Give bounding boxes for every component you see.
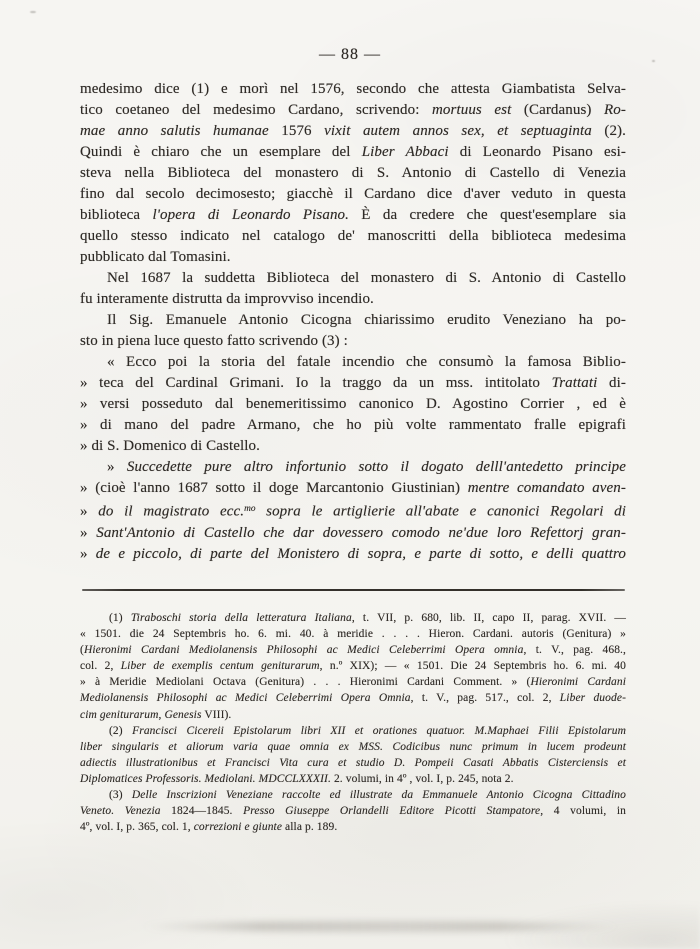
text-line xyxy=(80,268,626,289)
text-line xyxy=(80,803,626,819)
text-line xyxy=(80,723,626,739)
text-run: , 4 volumi, in xyxy=(540,805,626,818)
text-run: ( xyxy=(80,644,84,657)
text-run: fu interamente distrutta da improvviso incendio. xyxy=(80,291,374,307)
text-run: « Ecco poi la storia del fatale incendio che consumò la famosa Biblio- xyxy=(107,354,626,370)
text-run: liber singularis et aliorum varia quae omnia ex MSS. Codicibus nunc primum in lucem prodeunt xyxy=(80,740,626,753)
text-run: alla p. 189. xyxy=(282,821,338,834)
text-run: sto in piena luce questo fatto scrivendo (3) : xyxy=(80,333,348,349)
text-run: mortuus est xyxy=(432,102,512,118)
text-run: , n.º XIX); — « 1501. Die 24 Septembris ho. 6. mi. 40 xyxy=(319,660,626,673)
text-line xyxy=(80,352,626,373)
text-run: vixit autem annos sex, et septuaginta xyxy=(324,123,592,139)
text-run: » xyxy=(80,524,97,541)
text-run: Trattati xyxy=(551,375,598,391)
text-run: « 1501. die 24 Septembris ho. 6. mi. 40. à meridie . . . . Hieron. Cardani. autoris (Genitura) » xyxy=(80,628,626,641)
text-run: 4º, vol. I, p. 365, col. 1, xyxy=(80,821,194,834)
text-run: l'opera di Leonardo Pisano. xyxy=(152,207,349,223)
page-number: — 88 — xyxy=(319,46,381,63)
text-run: Genesis xyxy=(164,708,202,721)
text-line xyxy=(80,499,626,523)
text-run: di Leonardo Pisano esi- xyxy=(448,144,627,160)
text-run: Delle Inscrizioni Veneziane raccolte ed illustrate da Emmanuele Antonio Cicogna Cittadino xyxy=(131,789,626,802)
text-run: , t. VII, p. 680, lib. II, capo II, parag. XVII. — xyxy=(351,612,627,624)
text-line xyxy=(80,289,626,310)
text-line xyxy=(80,739,626,755)
footnote-separator-rule xyxy=(82,589,625,591)
text-run: cim geniturarum xyxy=(80,708,159,721)
scan-speck xyxy=(30,11,36,13)
text-run: » xyxy=(107,459,127,475)
text-line xyxy=(80,247,626,268)
text-run: fino dal secolo decimosesto; giacchè il Cardano dice d'aver veduto in questa xyxy=(80,186,626,202)
text-run: biblioteca xyxy=(80,207,153,223)
text-line xyxy=(80,415,626,436)
text-run: » teca del Cardinal Grimani. Io la traggo da un mss. intitolato xyxy=(80,375,552,391)
text-run: de e piccolo, di parte del Monistero di sopra, e parte di sotto, e delli quattro xyxy=(95,545,626,562)
text-run: tico coetaneo del medesimo Cardano, scrivendo: xyxy=(80,102,432,118)
text-line xyxy=(80,690,626,706)
footnotes xyxy=(80,610,626,835)
text-run: adiectis illustrationibus et Francisci Vita cura et studio D. Pompeii Casati Abbatis Cisterciensis et xyxy=(80,756,626,769)
text-run: mo xyxy=(244,504,256,514)
text-line xyxy=(80,394,626,415)
text-run: È da credere che quest'esemplare sia xyxy=(349,207,626,223)
text-line xyxy=(80,642,626,658)
text-line xyxy=(80,331,626,352)
text-run: col. 2, xyxy=(80,660,121,673)
text-line xyxy=(80,226,626,247)
text-run: Tiraboschi storia della letteratura Italiana xyxy=(130,612,352,624)
text-run: VIII). xyxy=(201,708,232,721)
text-line xyxy=(80,819,626,835)
text-run: Liber de exemplis centum geniturarum xyxy=(120,660,320,673)
text-run: Francisci Cicereii Epistolarum libri XII et orationes quatuor. M.Maphaei Filii Epistolarum xyxy=(132,724,626,737)
text-line xyxy=(80,674,626,690)
text-run: 2. volumi, in 4º , vol. I, p. 245, nota 2. xyxy=(330,772,514,785)
text-line xyxy=(80,523,626,544)
text-run: Liber Abbaci xyxy=(361,144,449,160)
body-text xyxy=(80,79,626,565)
text-run: » di S. Domenico di Castello. xyxy=(80,438,260,454)
text-run: sopra le artiglierie all'abate e canonici Regolari di xyxy=(255,503,626,520)
text-run: medesimo dice (1) e morì nel 1576, secondo che attesta Giambatista Selva- xyxy=(80,81,626,97)
text-run: Il Sig. Emanuele Antonio Cicogna chiarissimo erudito Veneziano ha po- xyxy=(107,312,626,328)
text-run: » xyxy=(80,503,99,520)
text-run: 1576 xyxy=(268,123,325,139)
text-line xyxy=(80,373,626,394)
text-run: Hieronimi Cardani xyxy=(530,676,626,689)
text-line xyxy=(80,771,626,787)
text-line xyxy=(80,610,626,626)
text-line xyxy=(80,787,626,803)
text-run: » xyxy=(80,545,96,562)
text-run: (3) xyxy=(109,789,132,802)
text-run: Diplomatices Professoris. Mediolani. MDCCLXXXII. xyxy=(80,772,331,785)
text-run: mentre comandato aven- xyxy=(467,480,627,496)
text-run: , t. V., pag. 517., col. 2, xyxy=(410,692,560,705)
text-line xyxy=(80,626,626,642)
text-line xyxy=(80,121,626,142)
text-run: (2) xyxy=(109,724,133,737)
text-run: (Cardanus) xyxy=(511,102,605,118)
text-run: Sant'Antonio di Castello che dar dovessero comodo ne'due loro Refettorj gran- xyxy=(96,524,626,541)
text-run: (1) xyxy=(109,612,131,624)
text-line xyxy=(80,310,626,331)
text-line xyxy=(80,436,626,457)
text-run: Ro- xyxy=(604,102,626,118)
text-line xyxy=(80,658,626,674)
text-line xyxy=(80,142,626,163)
text-line xyxy=(80,544,626,565)
text-run: di- xyxy=(597,375,626,391)
text-run: Hieronimi Cardani Mediolanensis Philosophi ac Medici Celeberrimi Opera omnia xyxy=(83,644,524,657)
text-line xyxy=(80,478,626,499)
text-run: » (cioè l'anno 1687 sotto il doge Marcantonio Giustinian) xyxy=(80,480,468,496)
text-run: Veneto. Venezia xyxy=(80,805,161,818)
text-line xyxy=(80,163,626,184)
text-run: do il magistrato ecc. xyxy=(98,503,245,520)
text-run: » à Meridie Mediolani Octava (Genitura) . . . Hieronimi Cardani Comment. » ( xyxy=(80,676,531,689)
text-run: 1824—1845. xyxy=(160,805,244,818)
text-run: quello stesso indicato nel catalogo de' manoscritti della biblioteca medesima xyxy=(80,228,626,244)
text-line xyxy=(80,184,626,205)
text-line xyxy=(80,100,626,121)
text-run: Mediolanensis Philosophi ac Medici Celeberrimi Opera Omnia xyxy=(80,692,411,705)
text-line xyxy=(80,755,626,771)
scan-corner-mottle xyxy=(500,900,700,949)
text-run: pubblicato dal Tomasini. xyxy=(80,249,231,265)
text-line xyxy=(80,79,626,100)
text-line xyxy=(80,707,626,723)
text-line xyxy=(80,205,626,226)
text-run: » versi posseduto dal benemeritissimo canonico D. Agostino Corrier , ed è xyxy=(80,396,626,412)
text-run: correzioni e giunte xyxy=(193,821,283,834)
text-run: Succedette pure altro infortunio sotto il dogato delll'antedetto principe xyxy=(126,459,626,475)
text-run: (2). xyxy=(591,123,626,139)
text-run: Liber duode- xyxy=(559,692,626,705)
text-run: , xyxy=(158,708,165,721)
text-run: Presso Giuseppe Orlandelli Editore Picotti Stampatore xyxy=(243,805,541,818)
text-run: mae anno salutis humanae xyxy=(80,123,269,139)
text-line xyxy=(80,457,626,478)
text-run: , t. V., pag. 468., xyxy=(523,644,626,657)
text-run: Nel 1687 la suddetta Biblioteca del monastero di S. Antonio di Castello xyxy=(107,270,626,286)
text-run: » di mano del padre Armano, che ho più volte rammentato fralle epigrafi xyxy=(80,417,626,433)
text-run: Quindi è chiaro che un esemplare del xyxy=(80,144,362,160)
text-run: steva nella Biblioteca del monastero di S. Antonio di Castello di Venezia xyxy=(80,165,626,181)
